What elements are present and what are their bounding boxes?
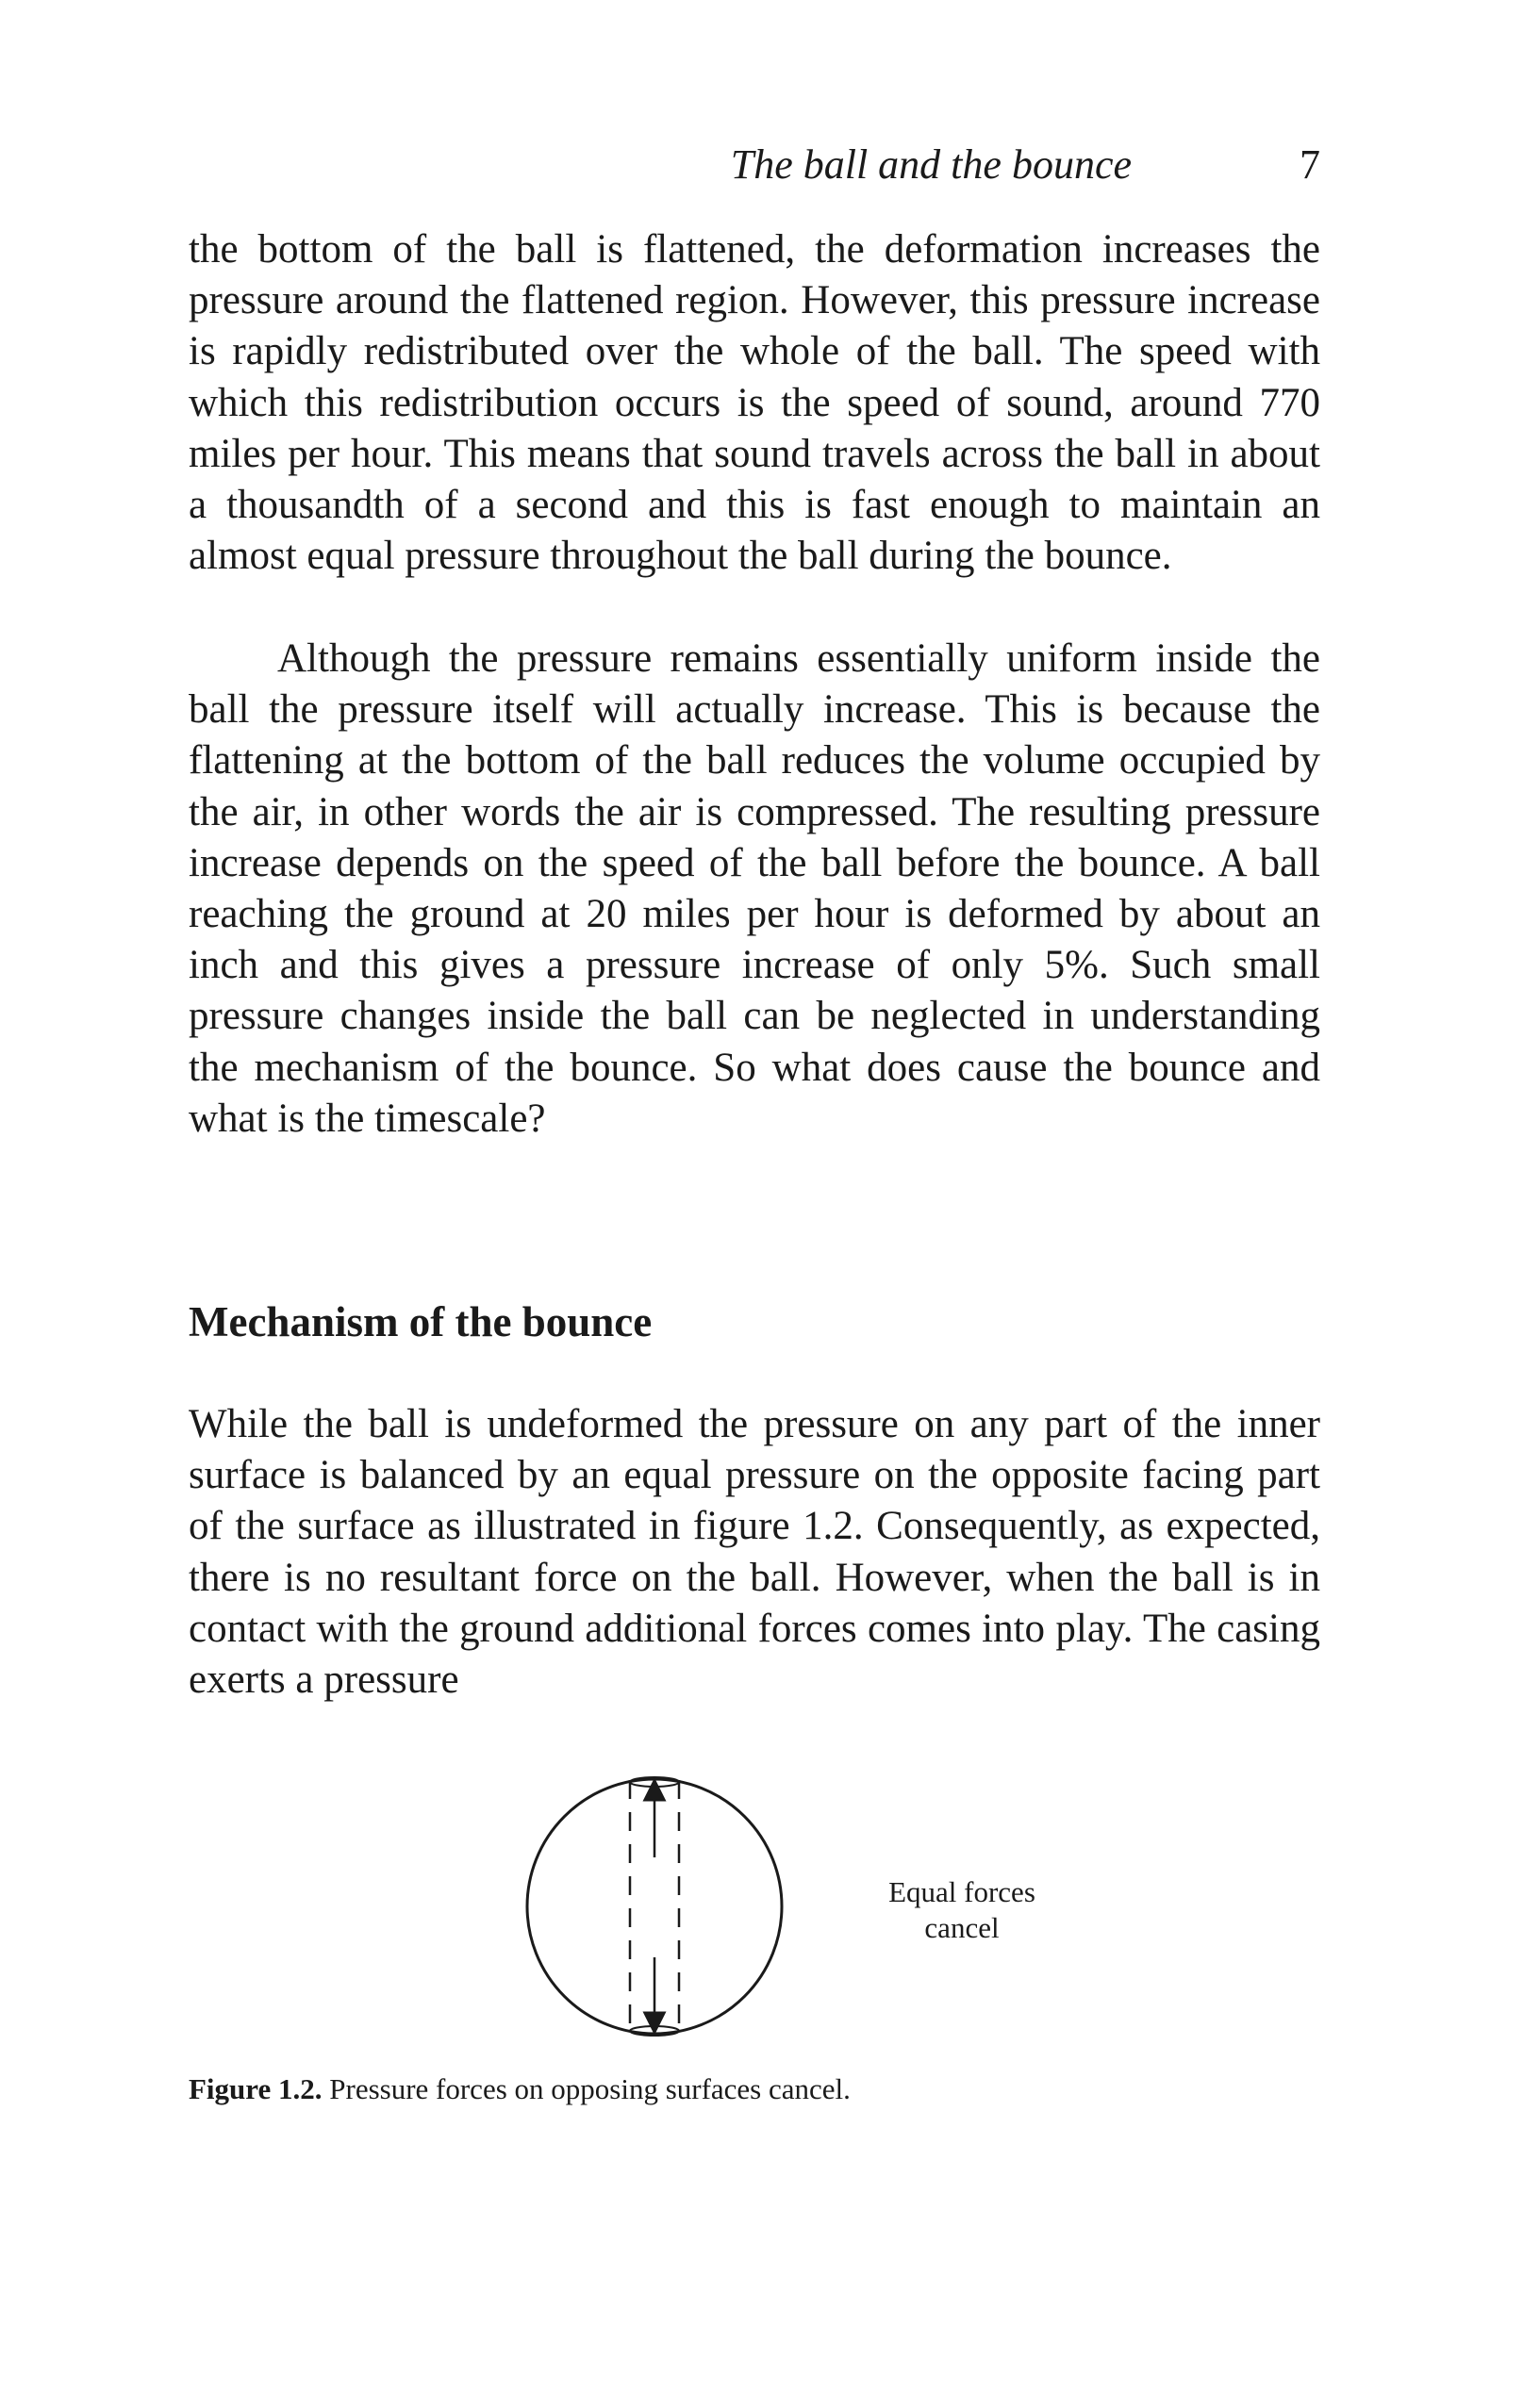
page-number: 7 bbox=[1300, 141, 1320, 188]
running-title: The ball and the bounce bbox=[730, 141, 1132, 188]
section-heading: Mechanism of the bounce bbox=[189, 1298, 653, 1345]
annotation-line-2: cancel bbox=[924, 1911, 1000, 1944]
figure-annotation bbox=[820, 1874, 1103, 1946]
paragraph-2: Although the pressure remains essentially uniform inside the ball the pressure itself will actually increase. This is because the flattening at the bottom of the ball reduces the volume occupied by the air, in other words the air is compressed. The resulting pressure increase depends on the speed of the ball before the bounce. A ball reaching the ground at 20 miles per hour is deformed by about an inch and this gives a pressure increase of only 5%. Such small pressure changes inside the ball can be neglected in understanding the mechanism of the bounce. So what does cause the bounce and what is the timescale? bbox=[189, 636, 1320, 1141]
ball-diagram bbox=[509, 1773, 830, 2055]
running-head bbox=[189, 137, 1320, 193]
caption-label: Figure 1.2. bbox=[189, 2072, 323, 2105]
paragraph-1: the bottom of the ball is flattened, the deformation increases the pressure around the flattened region. However, this pressure increase is rapidly redistributed over the whole of the ball. The speed with which this redistribution occurs is the speed of sound, around 770 miles per hour. This means that sound travels across the ball in about a thousandth of a second and this is fast enough to maintain an almost equal pressure throughout the ball during the bounce. bbox=[189, 227, 1320, 579]
figure-1-2 bbox=[509, 1773, 1037, 2055]
caption-text: Pressure forces on opposing surfaces cancel. bbox=[329, 2072, 851, 2105]
annotation-line-1: Equal forces bbox=[888, 1875, 1035, 1908]
paragraph-3: While the ball is undeformed the pressure on any part of the inner surface is balanced by an equal pressure on the opposite facing part of the surface as illustrated in figure 1.2. Consequently, as expected, there is no resultant force on the ball. However, when the ball is in contact with the ground additional forces comes into play. The casing exerts a pressure bbox=[189, 1402, 1320, 1703]
figure-caption bbox=[189, 2070, 851, 2108]
